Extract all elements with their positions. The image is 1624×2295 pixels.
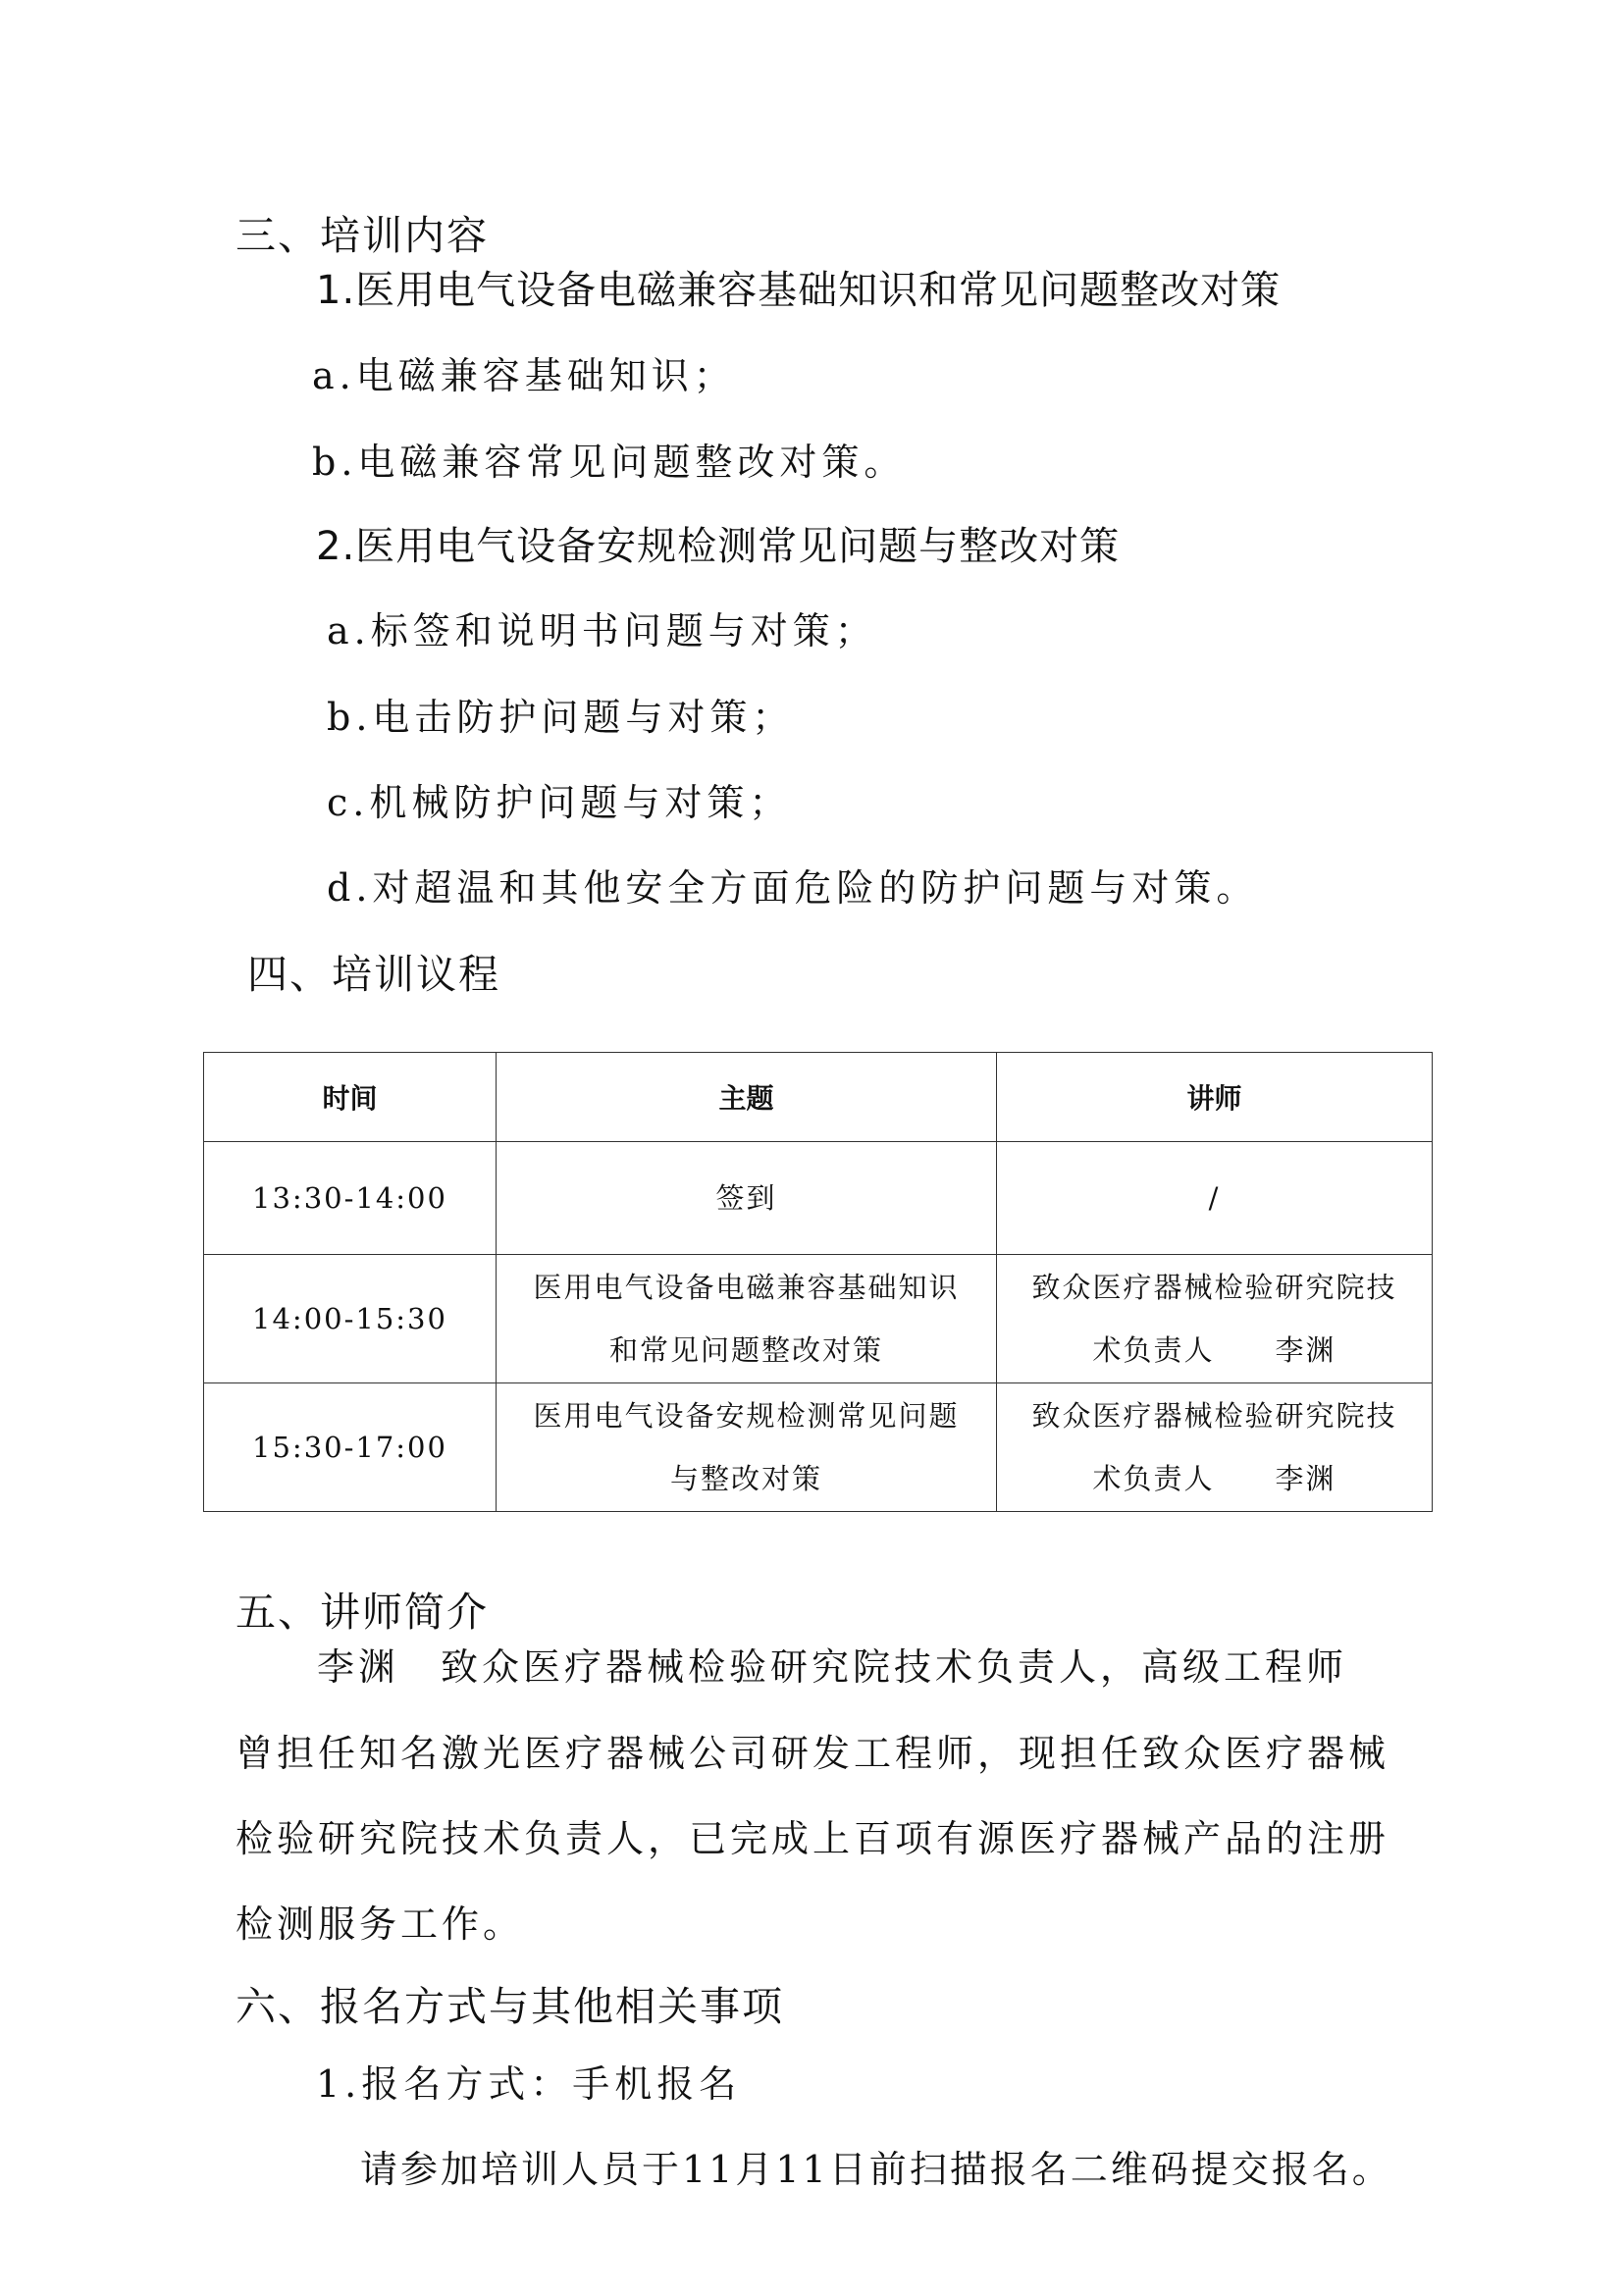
section-3-sub2: 2.医用电气设备安规检测常见问题与整改对策	[316, 524, 1121, 569]
section-6-heading: 六、报名方式与其他相关事项	[236, 1983, 784, 2030]
section-3-sub1-item-a: a.电磁兼容基础知识；	[312, 354, 736, 397]
row-topic-line: 医用电气设备安规检测常见问题	[533, 1399, 960, 1433]
row-topic	[497, 1383, 997, 1512]
row-lecturer	[997, 1255, 1433, 1383]
bio-line-3: 检验研究院技术负责人，已完成上百项有源医疗器械产品的注册	[236, 1817, 1390, 1860]
section-3-heading: 三、培训内容	[236, 212, 489, 259]
row-topic-line: 与整改对策	[669, 1462, 822, 1495]
section-3-sub2-item-c: c.机械防护问题与对策；	[327, 781, 792, 824]
header-topic: 主题	[497, 1053, 997, 1142]
agenda-table	[203, 1052, 1433, 1512]
header-lecturer: 讲师	[997, 1053, 1433, 1142]
row-time: 14:00-15:30	[204, 1255, 497, 1383]
row-time: 13:30-14:00	[204, 1142, 497, 1255]
row-lecturer-line: 术负责人 李渊	[1092, 1333, 1336, 1367]
agenda-header-row	[204, 1053, 1433, 1142]
table-row	[204, 1255, 1433, 1383]
table-row	[204, 1142, 1433, 1255]
section-3-sub1: 1.医用电气设备电磁兼容基础知识和常见问题整改对策	[316, 268, 1282, 313]
table-row	[204, 1383, 1433, 1512]
row-lecturer-line: 致众医疗器械检验研究院技	[1031, 1399, 1397, 1433]
row-topic-line: 医用电气设备电磁兼容基础知识	[533, 1271, 960, 1304]
header-time: 时间	[204, 1053, 497, 1142]
row-topic-line: 签到	[715, 1181, 777, 1215]
row-lecturer-line: 术负责人 李渊	[1092, 1462, 1336, 1495]
row-topic	[497, 1255, 997, 1383]
row-time: 15:30-17:00	[204, 1383, 497, 1512]
section-6-sub1: 1.报名方式：手机报名	[316, 2062, 742, 2106]
section-3-sub2-item-a: a.标签和说明书问题与对策；	[327, 609, 877, 652]
section-3-sub1-item-b: b.电磁兼容常见问题整改对策。	[312, 441, 907, 484]
row-lecturer-line: 致众医疗器械检验研究院技	[1031, 1271, 1397, 1304]
row-lecturer	[997, 1142, 1433, 1255]
row-topic-line: 和常见问题整改对策	[608, 1333, 883, 1367]
bio-line-2: 曾担任知名激光医疗器械公司研发工程师，现担任致众医疗器械	[236, 1732, 1390, 1775]
section-3-sub2-item-d: d.对超温和其他安全方面危险的防护问题与对策。	[327, 866, 1259, 910]
section-3-sub2-item-b: b.电击防护问题与对策；	[327, 696, 795, 739]
bio-line-1: 李渊 致众医疗器械检验研究院技术负责人，高级工程师	[317, 1645, 1348, 1689]
section-4-heading: 四、培训议程	[247, 951, 500, 998]
row-lecturer-line: /	[1208, 1181, 1221, 1215]
section-6-line-1: 请参加培训人员于11月11日前扫描报名二维码提交报名。	[360, 2148, 1392, 2191]
section-5-heading: 五、讲师简介	[236, 1589, 489, 1636]
bio-line-4: 检测服务工作。	[236, 1903, 525, 1946]
row-topic	[497, 1142, 997, 1255]
row-lecturer	[997, 1383, 1433, 1512]
